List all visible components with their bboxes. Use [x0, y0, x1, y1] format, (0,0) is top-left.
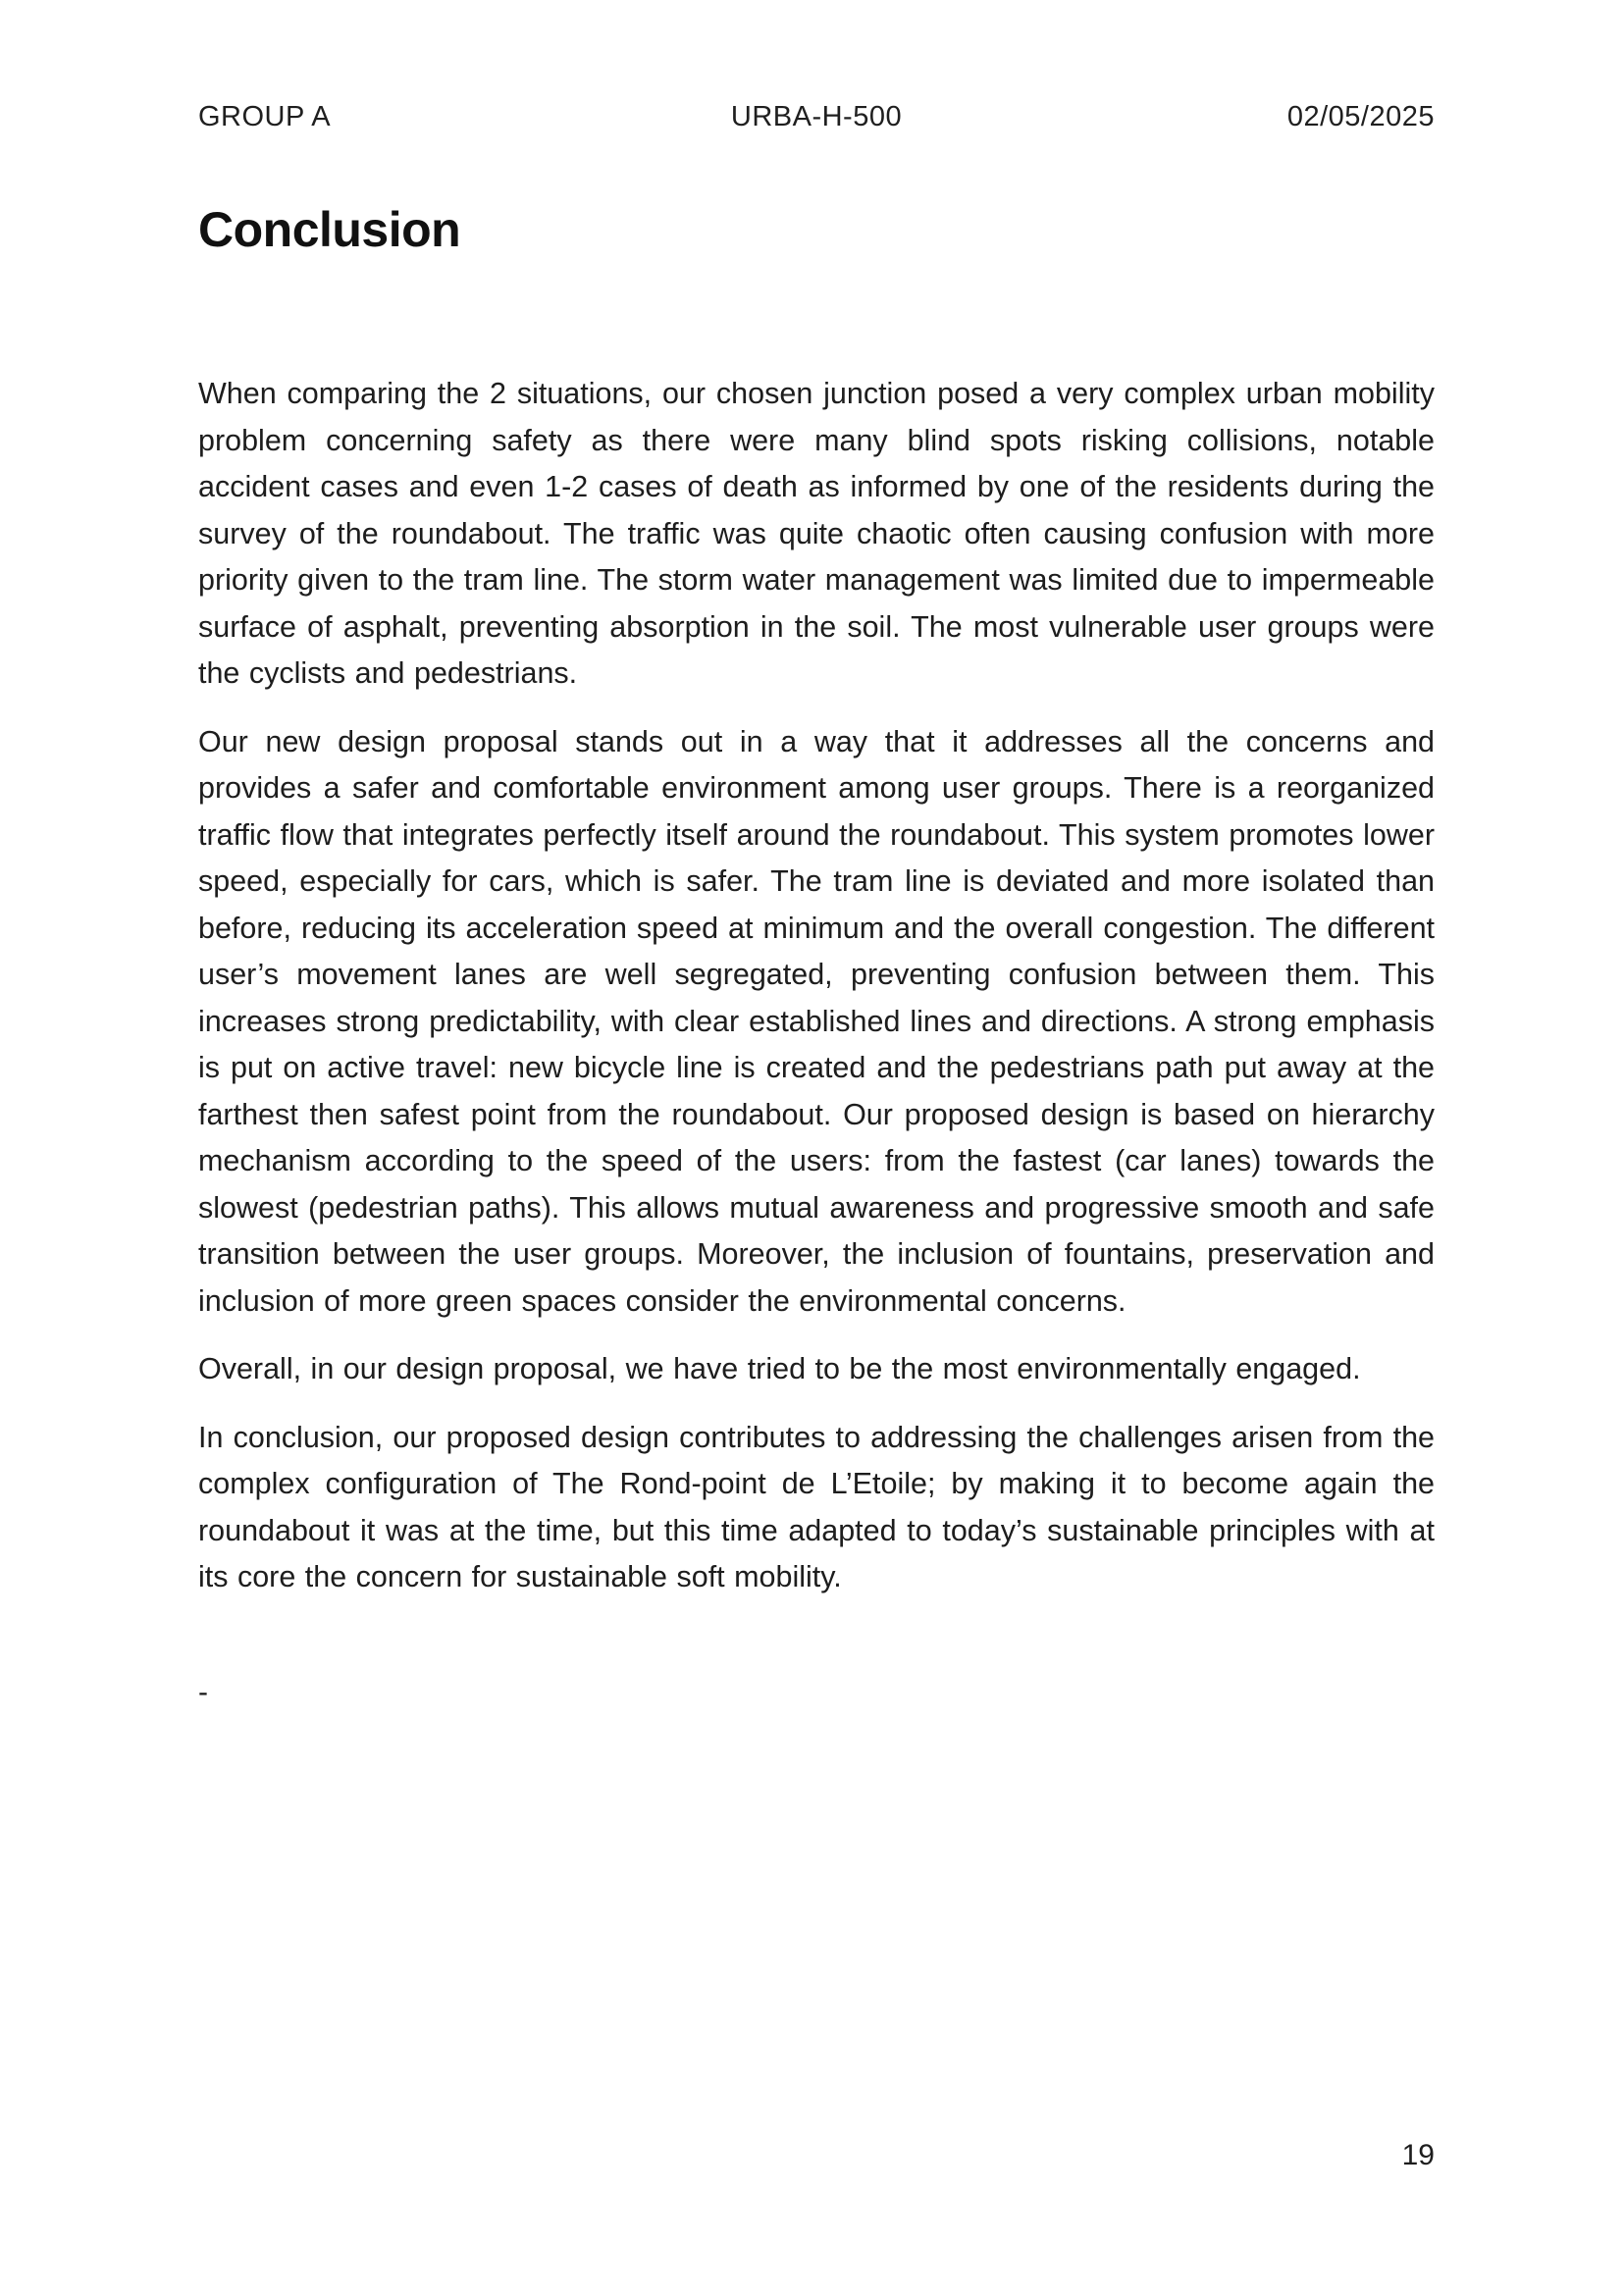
page-title: Conclusion — [198, 202, 461, 257]
paragraph-final-conclusion: In conclusion, our proposed design contributes to addressing the challenges arisen from the complex configuration of The Rond-point de L’Etoile; by making it to become again the roundabout it was at the time, but this time adapted to today’s sustainable principles with at its core the concern for sustainable soft mobility. — [198, 1420, 1435, 1593]
body-text — [198, 371, 1435, 1623]
paragraph-situation-comparison: When comparing the 2 situations, our chosen junction posed a very complex urban mobility problem concerning safety as there were many blind spots risking collisions, notable accident cases and even 1-2 cases of death as informed by one of the residents during the survey of the roundabout. The traffic was quite chaotic often causing confusion with more priority given to the tram line. The storm water management was limited due to impermeable surface of asphalt, preventing absorption in the soil. The most vulnerable user groups were the cyclists and pedestrians. — [198, 377, 1435, 690]
paragraph-design-proposal: Our new design proposal stands out in a way that it addresses all the concerns and provides a safer and comfortable environment among user groups. There is a reorganized traffic flow that integrates perfectly itself around the roundabout. This system promotes lower speed, especially for cars, which is safer. The tram line is deviated and more isolated than before, reducing its acceleration speed at minimum and the overall congestion. The different user’s movement lanes are well segregated, preventing confusion between them. This increases strong predictability, with clear established lines and directions. A strong emphasis is put on active travel: new bicycle line is created and the pedestrians path put away at the farthest then safest point from the roundabout. Our proposed design is based on hierarchy mechanism according to the speed of the users: from the fastest (car lanes) towards the slowest (pedestrian paths). This allows mutual awareness and progressive smooth and safe transition between the user groups. Moreover, the inclusion of fountains, preservation and inclusion of more green spaces consider the environmental concerns. — [198, 724, 1435, 1318]
paragraph-environmental-engagement: Overall, in our design proposal, we have tried to be the most environmentally engaged. — [198, 1352, 1361, 1385]
page-number: 19 — [1401, 2139, 1435, 2171]
page-header — [198, 101, 1435, 140]
header-date: 02/05/2025 — [1286, 101, 1435, 132]
header-course-code: URBA-H-500 — [730, 101, 903, 132]
trailing-dash: - — [198, 1676, 208, 1708]
header-group: GROUP A — [198, 101, 332, 132]
